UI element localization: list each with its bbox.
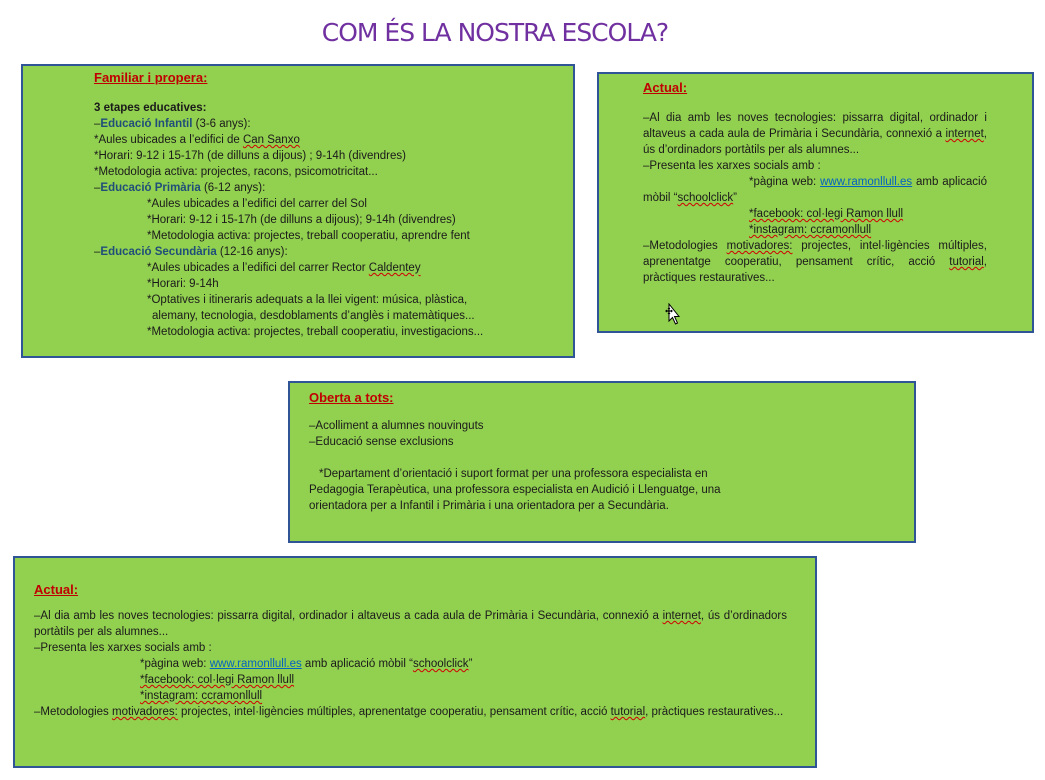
xarxes-label-right: –Presenta les xarxes socials amb : bbox=[643, 160, 821, 172]
infantil-metodologia: *Metodologia activa: projectes, racons, psicomotricitat... bbox=[94, 166, 378, 178]
primaria-horari: *Horari: 9-12 i 15-17h (de dilluns a dijous); 9-14h (divendres) bbox=[147, 214, 456, 226]
actual-box-bottom bbox=[13, 556, 817, 768]
familiar-box bbox=[21, 64, 575, 358]
secundaria-optatives-1: *Optatives i itineraris adequats a la llei vigent: música, plàstica, bbox=[147, 294, 468, 306]
xarxes-label-bottom: –Presenta les xarxes socials amb : bbox=[34, 642, 212, 654]
infantil-horari: *Horari: 9-12 i 15-17h (de dilluns a dijous) ; 9-14h (divendres) bbox=[94, 150, 406, 162]
web-line-right: *pàgina web: www.ramonllull.es amb aplicació mòbil “schoolclick” bbox=[643, 176, 987, 204]
metodologies-paragraph-right: –Metodologies motivadores: projectes, intel·ligències múltiples, aprenentatge cooperatiu, pensament crític, acció tutorial, pràctiques restauratives... bbox=[643, 240, 987, 284]
acolliment-line: –Acolliment a alumnes nouvinguts bbox=[309, 420, 484, 432]
web-link-bottom[interactable]: www.ramonllull.es bbox=[209, 658, 302, 670]
metodologies-paragraph-bottom: –Metodologies motivadores: projectes, intel·ligències múltiples, aprenentatge cooperatiu, pensament crític, acció tutorial, pràctiques restauratives... bbox=[34, 706, 784, 718]
secundaria-aules: *Aules ubicades a l’edifici del carrer Rector Caldentey bbox=[147, 262, 421, 274]
secundaria-optatives-2: alemany, tecnologia, desdoblaments d’anglès i matemàtiques... bbox=[152, 310, 475, 322]
tech-paragraph-bottom: –Al dia amb les noves tecnologies: pissarra digital, ordinador i altaveus a cada aula de Primària i Secundària, connexió a internet, ús d’ordinadors portàtils per als alumnes... bbox=[34, 610, 787, 638]
oberta-box bbox=[288, 381, 916, 543]
actual-box-right bbox=[597, 72, 1034, 333]
orientacio-line-2: Pedagogia Terapèutica, una professora especialista en Audició i Llenguatge, una bbox=[309, 484, 721, 496]
web-link-right[interactable]: www.ramonllull.es bbox=[820, 176, 913, 188]
actual-heading-bottom: Actual: bbox=[34, 582, 79, 597]
etapes-label: 3 etapes educatives: bbox=[94, 102, 207, 114]
facebook-line-right: *facebook: col·legi Ramon llull bbox=[749, 208, 904, 220]
infantil-aules: *Aules ubicades a l’edifici de Can Sanxo bbox=[94, 134, 300, 146]
facebook-line-bottom: *facebook: col·legi Ramon llull bbox=[140, 674, 295, 686]
page-title: COM ÉS LA NOSTRA ESCOLA? bbox=[321, 18, 669, 47]
primaria-heading: –Educació Primària (6-12 anys): bbox=[94, 182, 266, 194]
sense-exclusions-line: –Educació sense exclusions bbox=[309, 436, 454, 448]
oberta-heading: Oberta a tots: bbox=[309, 390, 394, 405]
infantil-heading: –Educació Infantil (3-6 anys): bbox=[94, 118, 251, 130]
web-line-bottom: *pàgina web: www.ramonllull.es amb aplicació mòbil “schoolclick” bbox=[140, 658, 473, 670]
familiar-heading: Familiar i propera: bbox=[94, 70, 208, 85]
instagram-line-right: *instagram: ccramonllull bbox=[749, 224, 872, 236]
move-cursor-icon bbox=[662, 303, 682, 329]
secundaria-horari: *Horari: 9-14h bbox=[147, 278, 219, 290]
orientacio-line-1: *Departament d’orientació i suport format per una professora especialista en bbox=[319, 468, 708, 480]
primaria-metodologia: *Metodologia activa: projectes, treball cooperatiu, aprendre fent bbox=[147, 230, 470, 242]
instagram-line-bottom: *instagram: ccramonllull bbox=[140, 690, 263, 702]
secundaria-metodologia: *Metodologia activa: projectes, treball cooperatiu, investigacions... bbox=[147, 326, 484, 338]
tech-paragraph-right: –Al dia amb les noves tecnologies: pissarra digital, ordinador i altaveus a cada aula de Primària i Secundària, connexió a internet, ús d’ordinadors portàtils per als alumnes... bbox=[643, 112, 987, 156]
primaria-aules: *Aules ubicades a l’edifici del carrer del Sol bbox=[147, 198, 367, 210]
actual-heading-right: Actual: bbox=[643, 80, 688, 95]
orientacio-line-3: orientadora per a Infantil i Primària i una orientadora per a Secundària. bbox=[309, 500, 669, 512]
secundaria-heading: –Educació Secundària (12-16 anys): bbox=[94, 246, 288, 258]
